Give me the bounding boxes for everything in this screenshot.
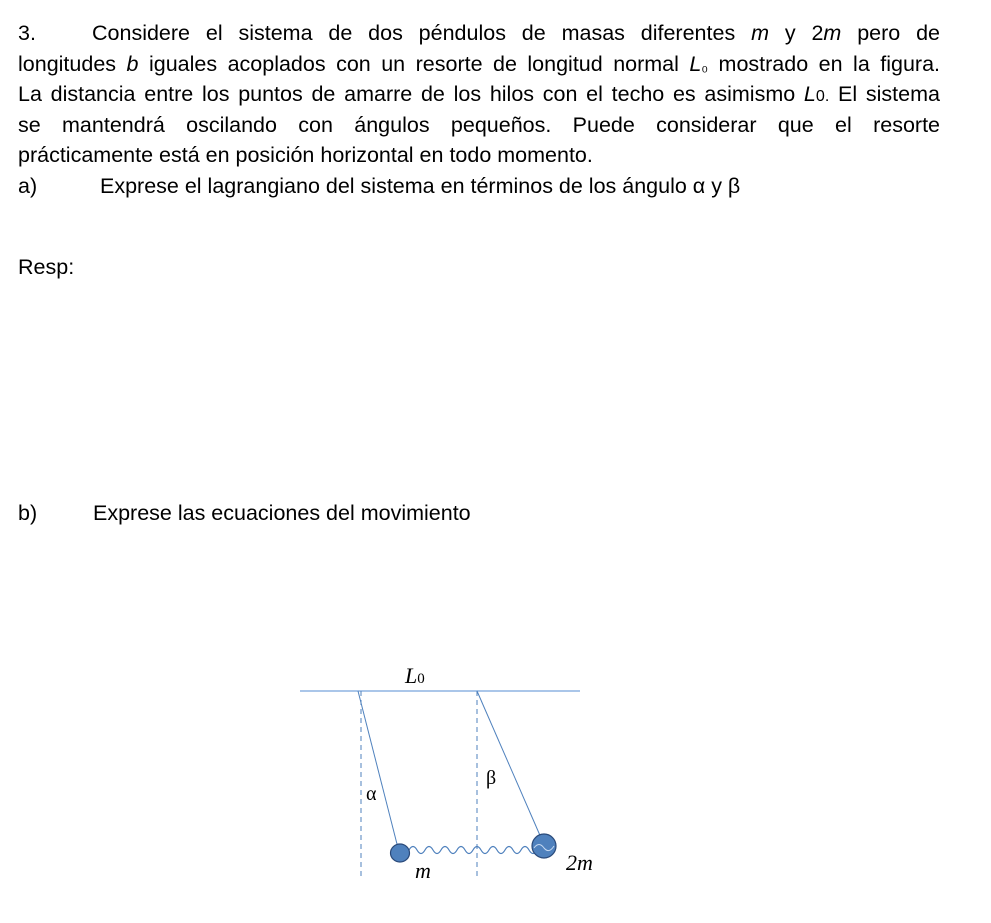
problem-number: 3. [18, 21, 36, 45]
part-a-label: a) [18, 173, 38, 198]
problem-line-1-text: Considere el sistema de dos péndulos de masas diferentes m y 2m pero de [92, 21, 941, 45]
problem-line-2: longitudes b iguales acoplados con un resorte de longitud normal L₀ mostrado en la figura. [18, 51, 941, 76]
mass-2m-label: 2m [566, 850, 593, 875]
mass-m [391, 844, 410, 862]
mass-m-label: m [415, 858, 431, 883]
left-pendulum-string [358, 691, 398, 848]
problem-line-4: se mantendrá oscilando con ángulos pequeños. Puede considerar que el resorte [18, 112, 940, 137]
problem-line-5: prácticamente está en posición horizontal en todo momento. [18, 143, 593, 168]
spring [409, 847, 537, 854]
part-b-label: b) [18, 501, 38, 525]
right-pendulum-string [477, 691, 542, 840]
angle-beta-label: β [486, 767, 497, 789]
problem-line-3: La distancia entre los puntos de amarre de los hilos con el techo es asimismo L0. El sistema [18, 82, 940, 107]
angle-alpha-label: α [366, 783, 377, 805]
resp-label: Resp: [18, 255, 75, 279]
part-b-text: Exprese las ecuaciones del movimiento [93, 501, 471, 525]
part-a-text: Exprese el lagrangiano del sistema en términos de los ángulo α y β [100, 173, 741, 198]
ceiling-label: L0 [405, 663, 425, 688]
